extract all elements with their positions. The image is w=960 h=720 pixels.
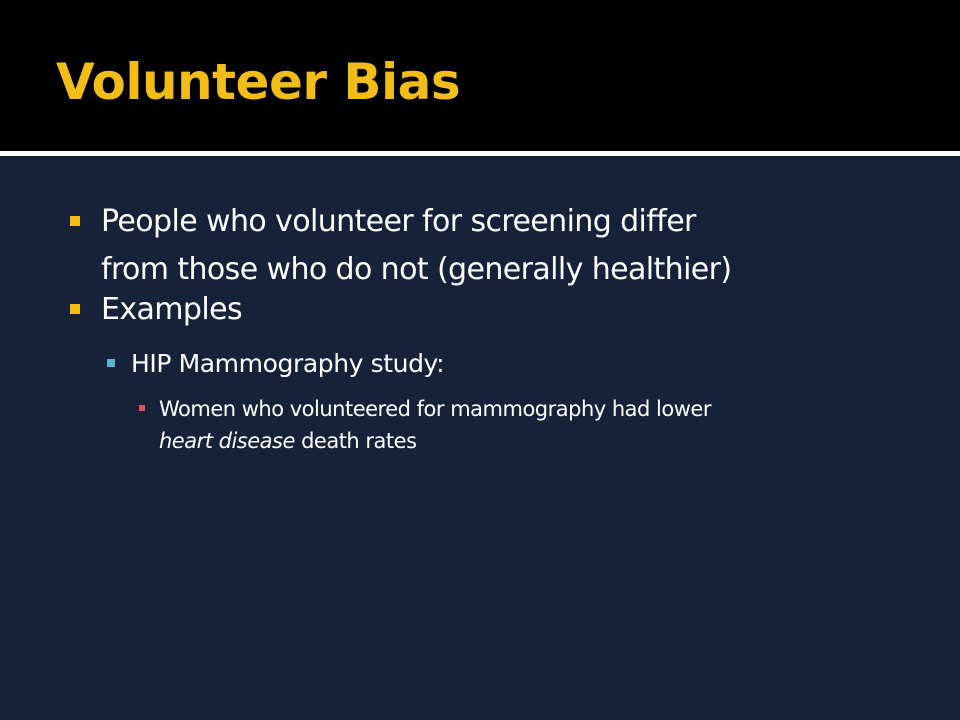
bullet-text [159, 393, 899, 457]
square-bullet-icon [139, 405, 145, 411]
emphasis-text: heart disease [159, 429, 295, 453]
bullet-text: HIP Mammography study: [131, 349, 445, 378]
bullet-line: Women who volunteered for mammography had lower [159, 397, 711, 421]
bullet-line-rest: death rates [294, 429, 417, 453]
bullet-line [159, 425, 899, 457]
bullet-line: from those who do not (generally healthier) [101, 252, 732, 287]
square-bullet-icon [107, 359, 115, 367]
bullet-text: Examples [101, 292, 242, 327]
bullet-text [101, 198, 881, 294]
slide-title: Volunteer Bias [56, 53, 461, 111]
square-bullet-icon [70, 304, 80, 314]
bullet-line: People who volunteer for screening differ [101, 204, 696, 239]
square-bullet-icon [70, 216, 80, 226]
